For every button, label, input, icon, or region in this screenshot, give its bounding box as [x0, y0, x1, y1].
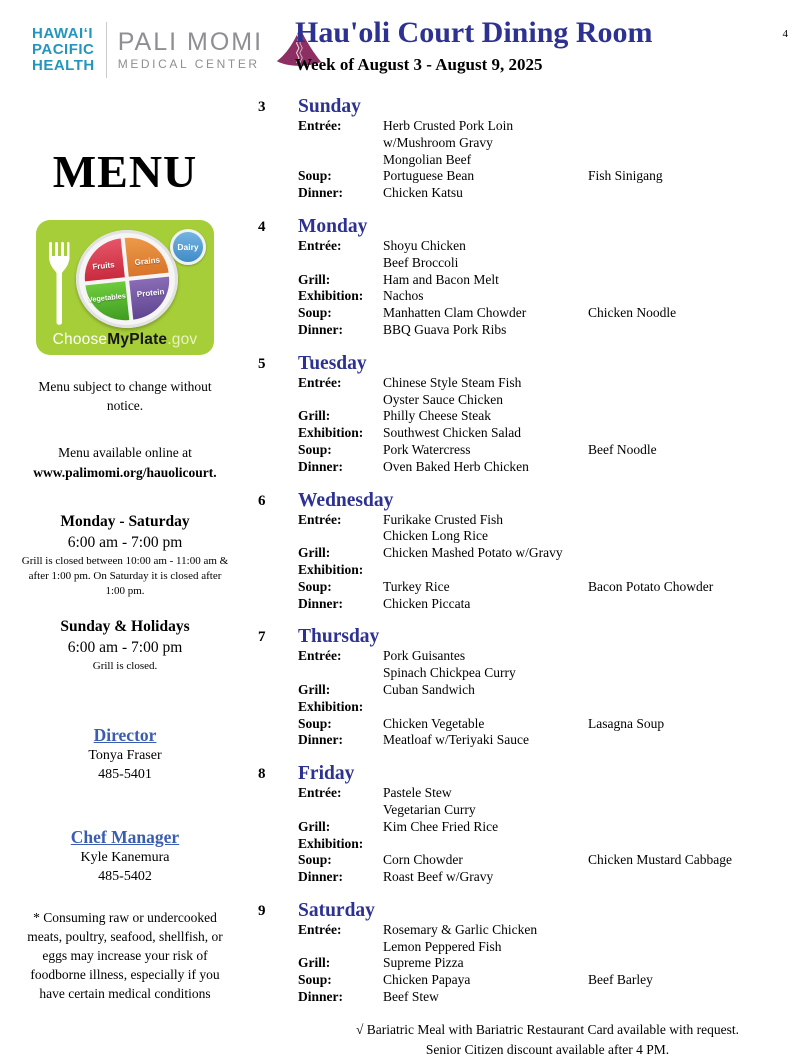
menu-item: Chicken Vegetable	[383, 715, 485, 731]
sunday-hours	[0, 616, 250, 674]
day-header	[255, 352, 810, 375]
menu-item: Chicken Papaya	[383, 972, 471, 988]
sunday-hours-title: Sunday & Holidays	[60, 618, 190, 635]
day-name: Friday	[298, 763, 355, 785]
menu-row	[298, 442, 810, 459]
menu-row	[298, 375, 810, 392]
sunday-grill-note: Grill is closed.	[92, 660, 158, 672]
day-number: 4	[258, 218, 266, 235]
menu-row	[298, 819, 810, 836]
day-section	[255, 215, 810, 339]
menu-row	[298, 305, 810, 322]
day-name: Thursday	[298, 626, 380, 648]
menu-row	[298, 459, 810, 476]
meal-label: Exhibition:	[298, 288, 364, 304]
dairy-circle: Dairy	[170, 229, 206, 265]
day-section	[255, 899, 810, 1006]
menu-item: Southwest Chicken Salad	[383, 425, 521, 441]
menu-heading: MENU	[52, 146, 198, 197]
meal-label: Soup:	[298, 852, 332, 868]
day-number: 8	[258, 766, 266, 783]
logo-divider	[106, 22, 107, 78]
menu-item-secondary	[588, 732, 810, 749]
menu-item: BBQ Guava Pork Ribs	[383, 321, 507, 337]
day-number: 7	[258, 629, 266, 646]
menu-item: Chinese Style Steam Fish	[383, 374, 522, 390]
chef-manager-title-link[interactable]: Chef Manager	[70, 827, 180, 847]
meal-label	[298, 152, 383, 169]
choosemyplate-wordmark	[36, 331, 214, 349]
meal-label: Dinner:	[298, 185, 343, 201]
menu-item-secondary: Beef Barley	[588, 972, 653, 988]
day-rows	[298, 375, 810, 476]
weekday-hours-title: Monday - Saturday	[60, 513, 190, 530]
day-header	[255, 625, 810, 648]
page-title: Hau'oli Court Dining Room	[295, 16, 653, 49]
meal-label: Entrée:	[298, 374, 342, 390]
menu-item-secondary	[588, 392, 810, 409]
online-url-link[interactable]: www.palimomi.org/hauolicourt.	[33, 465, 217, 480]
day-number: 3	[258, 99, 266, 115]
day-name: Saturday	[298, 899, 375, 921]
menu-item-secondary	[588, 955, 810, 972]
weekday-hours	[0, 511, 250, 599]
meal-label: Dinner:	[298, 989, 343, 1005]
hph-line1: HAWAI‘I	[32, 25, 94, 42]
menu-item-secondary	[588, 528, 810, 545]
meal-label	[298, 528, 383, 545]
menu-item	[383, 562, 588, 579]
menu-item: Meatloaf w/Teriyaki Sauce	[383, 732, 529, 748]
vegetables-section: Vegetables	[85, 281, 129, 324]
meal-label: Soup:	[298, 441, 332, 457]
menu-row	[298, 682, 810, 699]
menu-row	[298, 989, 810, 1006]
menu-row	[298, 288, 810, 305]
menu-item-secondary	[588, 562, 810, 579]
hph-wordmark	[32, 26, 95, 74]
day-rows	[298, 648, 810, 749]
meal-label: Dinner:	[298, 458, 343, 474]
meal-label: Entrée:	[298, 511, 342, 527]
meal-label: Soup:	[298, 972, 332, 988]
menu-item: Oven Baked Herb Chicken	[383, 458, 529, 474]
meal-label	[298, 802, 383, 819]
menu-row	[298, 972, 810, 989]
myplate-name-text: MyPlate	[107, 331, 168, 348]
meal-label: Grill:	[298, 955, 331, 971]
online-menu-note	[0, 443, 250, 483]
menu-row	[298, 802, 810, 819]
day-header	[255, 489, 810, 512]
sunday-hours-time: 6:00 am - 7:00 pm	[67, 639, 183, 656]
menu-item: Corn Chowder	[383, 852, 463, 868]
menu-item-secondary	[588, 939, 810, 956]
menu-item	[383, 836, 588, 853]
menu-item: Vegetarian Curry	[383, 801, 476, 817]
weekday-grill-note: Grill is closed between 10:00 am - 11:00 am & after 1:00 pm. On Saturday it is closed after 1:00 pm.	[21, 555, 229, 597]
meal-label: Grill:	[298, 545, 331, 561]
medical-center-name: PALI MOMI	[117, 28, 264, 56]
day-rows	[298, 118, 810, 202]
menu-row	[298, 238, 810, 255]
meal-label: Exhibition:	[298, 698, 364, 714]
menu-row	[298, 272, 810, 289]
menu-row	[298, 255, 810, 272]
myplate-choose-text: Choose	[52, 331, 108, 348]
menu-row	[298, 922, 810, 939]
menu-footer	[255, 1020, 810, 1060]
meal-label: Entrée:	[298, 921, 342, 937]
menu-row	[298, 185, 810, 202]
menu-item-secondary	[588, 425, 810, 442]
menu-item: Chicken Mashed Potato w/Gravy	[383, 545, 563, 561]
day-header	[255, 762, 810, 785]
menu-row	[298, 939, 810, 956]
menu-change-note: Menu subject to change without notice.	[38, 379, 212, 413]
day-name: Wednesday	[298, 489, 394, 511]
menu-row	[298, 152, 810, 169]
menu-item-secondary	[588, 118, 810, 152]
menu-row	[298, 732, 810, 749]
day-number: 5	[258, 355, 266, 372]
meal-label: Entrée:	[298, 648, 342, 664]
bariatric-note: √ Bariatric Meal with Bariatric Restaurant Card available with request.	[355, 1021, 740, 1037]
menu-item: Rosemary & Garlic Chicken	[383, 921, 538, 937]
sidebar	[0, 140, 250, 1003]
day-rows	[298, 512, 810, 613]
meal-label: Grill:	[298, 818, 331, 834]
menu-row	[298, 562, 810, 579]
meal-label: Soup:	[298, 715, 332, 731]
menu-item: Pork Guisantes	[383, 648, 466, 664]
meal-label: Soup:	[298, 305, 332, 321]
menu-item-secondary	[588, 682, 810, 699]
day-header	[255, 95, 810, 118]
menu-item: Beef Broccoli	[383, 254, 459, 270]
hospital-logo	[32, 22, 322, 78]
menu-item: Herb Crusted Pork Loin w/Mushroom Gravy	[383, 118, 514, 150]
menu-row	[298, 512, 810, 529]
menu-item: Philly Cheese Steak	[383, 408, 491, 424]
menu-item: Lemon Peppered Fish	[383, 938, 502, 954]
menu-item: Shoyu Chicken	[383, 237, 466, 253]
meal-label: Dinner:	[298, 732, 343, 748]
meal-label: Dinner:	[298, 321, 343, 337]
menu-row	[298, 528, 810, 545]
menu-item: Oyster Sauce Chicken	[383, 391, 503, 407]
menu-item: Kim Chee Fried Rice	[383, 818, 499, 834]
menu-item: Nachos	[383, 288, 424, 304]
menu-item-secondary	[588, 836, 810, 853]
day-section	[255, 95, 810, 202]
menu-item-secondary: Beef Noodle	[588, 441, 657, 457]
menu-row	[298, 168, 810, 185]
menu-item-secondary: Chicken Mustard Cabbage	[588, 852, 732, 868]
meal-label	[298, 392, 383, 409]
pali-momi-wordmark	[118, 29, 263, 71]
menu-row	[298, 322, 810, 339]
meal-label: Dinner:	[298, 869, 343, 885]
day-rows	[298, 785, 810, 886]
menu-row	[298, 852, 810, 869]
menu-item-secondary: Lasagna Soup	[588, 715, 665, 731]
menu-item-secondary	[588, 922, 810, 939]
hph-line2: PACIFIC	[32, 41, 95, 58]
chef-manager-phone: 485-5402	[98, 869, 152, 884]
day-header	[255, 215, 810, 238]
menu-item-secondary	[588, 665, 810, 682]
day-header	[255, 899, 810, 922]
menu-item-secondary: Chicken Noodle	[588, 305, 677, 321]
title-block	[295, 16, 653, 76]
day-number: 6	[258, 492, 266, 509]
menu-row	[298, 545, 810, 562]
menu-item-secondary	[588, 802, 810, 819]
menu-row	[298, 425, 810, 442]
menu-item-secondary: Bacon Potato Chowder	[588, 578, 714, 594]
meal-label: Soup:	[298, 578, 332, 594]
menu-row	[298, 836, 810, 853]
menu-item-secondary	[588, 238, 810, 255]
director-phone: 485-5401	[98, 767, 152, 782]
menu-item: Supreme Pizza	[383, 955, 464, 971]
menu-item-secondary	[588, 408, 810, 425]
meal-label: Exhibition:	[298, 835, 364, 851]
menu-row	[298, 579, 810, 596]
menu-item: Roast Beef w/Gravy	[383, 869, 494, 885]
menu-item: Spinach Chickpea Curry	[383, 665, 516, 681]
menu-item-secondary	[588, 272, 810, 289]
menu-item-secondary	[588, 596, 810, 613]
menu-item: Cuban Sandwich	[383, 681, 475, 697]
menu-item: Ham and Bacon Melt	[383, 271, 499, 287]
myplate-plate	[76, 230, 178, 328]
senior-discount-note: Senior Citizen discount available after 4 PM.	[425, 1041, 670, 1057]
day-section	[255, 352, 810, 476]
plate-quadrants	[81, 234, 173, 324]
meal-label: Exhibition:	[298, 561, 364, 577]
day-number: 9	[258, 902, 266, 919]
menu-item: Manhatten Clam Chowder	[383, 305, 527, 321]
menu-row	[298, 408, 810, 425]
day-name: Tuesday	[298, 352, 367, 374]
meal-label: Exhibition:	[298, 425, 364, 441]
menu-item-secondary: Fish Sinigang	[588, 168, 663, 184]
menu-item: Chicken Katsu	[383, 185, 463, 201]
menu-item-secondary	[588, 288, 810, 305]
menu-item	[383, 699, 588, 716]
menu-item-secondary	[588, 869, 810, 886]
menu-item-secondary	[588, 989, 810, 1006]
menu-item: Portuguese Bean	[383, 168, 475, 184]
myplate-gov-text: .gov	[167, 331, 198, 348]
weekly-menu	[255, 95, 810, 1060]
director-name: Tonya Fraser	[88, 748, 162, 763]
chef-manager-contact	[0, 826, 250, 886]
menu-item-secondary	[588, 322, 810, 339]
meal-label	[298, 939, 383, 956]
menu-item: Furikake Crusted Fish	[383, 511, 503, 527]
menu-row	[298, 596, 810, 613]
menu-days	[255, 95, 810, 1006]
director-title-link[interactable]: Director	[93, 725, 157, 745]
meal-label	[298, 255, 383, 272]
meal-label: Soup:	[298, 168, 332, 184]
menu-item-secondary	[588, 459, 810, 476]
meal-label: Grill:	[298, 408, 331, 424]
week-range: Week of August 3 - August 9, 2025	[295, 55, 543, 74]
menu-row	[298, 869, 810, 886]
menu-item-secondary	[588, 819, 810, 836]
menu-row	[298, 699, 810, 716]
food-safety-disclaimer: * Consuming raw or undercooked meats, poultry, seafood, shellfish, or eggs may increase your risk of foodborne illness, especially if you have certain medical conditions	[27, 910, 223, 1001]
medical-center-sub: MEDICAL CENTER	[117, 57, 260, 71]
menu-item-secondary	[588, 699, 810, 716]
page-number: 4	[782, 28, 788, 40]
fork-icon	[47, 240, 71, 333]
meal-label: Entrée:	[298, 118, 342, 133]
day-section	[255, 489, 810, 613]
menu-row	[298, 118, 810, 152]
menu-item: Beef Stew	[383, 989, 439, 1005]
meal-label: Dinner:	[298, 595, 343, 611]
grains-section: Grains	[125, 234, 169, 277]
menu-item-secondary	[588, 785, 810, 802]
menu-row	[298, 392, 810, 409]
menu-item-secondary	[588, 648, 810, 665]
menu-item: Pastele Stew	[383, 785, 452, 801]
menu-item: Chicken Long Rice	[383, 528, 488, 544]
hph-line3: HEALTH	[32, 57, 95, 74]
menu-item: Pork Watercress	[383, 441, 471, 457]
menu-item-secondary	[588, 185, 810, 202]
menu-row	[298, 955, 810, 972]
menu-item: Mongolian Beef	[383, 151, 472, 167]
menu-item-secondary	[588, 545, 810, 562]
meal-label: Grill:	[298, 271, 331, 287]
chef-manager-name: Kyle Kanemura	[80, 850, 170, 865]
menu-item-secondary	[588, 512, 810, 529]
menu-item-secondary	[588, 152, 810, 169]
menu-item-secondary	[588, 255, 810, 272]
menu-item: Turkey Rice	[383, 578, 450, 594]
day-name: Monday	[298, 215, 368, 237]
menu-item: Chicken Piccata	[383, 595, 471, 611]
menu-row	[298, 648, 810, 665]
menu-row	[298, 785, 810, 802]
online-label: Menu available online at	[58, 445, 192, 460]
fruits-section: Fruits	[81, 238, 125, 281]
day-section	[255, 625, 810, 749]
menu-row	[298, 665, 810, 682]
menu-row	[298, 716, 810, 733]
weekday-hours-time: 6:00 am - 7:00 pm	[67, 534, 183, 551]
day-name: Sunday	[298, 96, 361, 117]
myplate-graphic	[36, 220, 214, 355]
director-contact	[0, 724, 250, 784]
day-rows	[298, 238, 810, 339]
protein-section: Protein	[129, 277, 173, 320]
day-section	[255, 762, 810, 886]
day-rows	[298, 922, 810, 1006]
meal-label: Entrée:	[298, 237, 342, 253]
meal-label: Entrée:	[298, 785, 342, 801]
meal-label	[298, 665, 383, 682]
menu-item-secondary	[588, 375, 810, 392]
meal-label: Grill:	[298, 681, 331, 697]
